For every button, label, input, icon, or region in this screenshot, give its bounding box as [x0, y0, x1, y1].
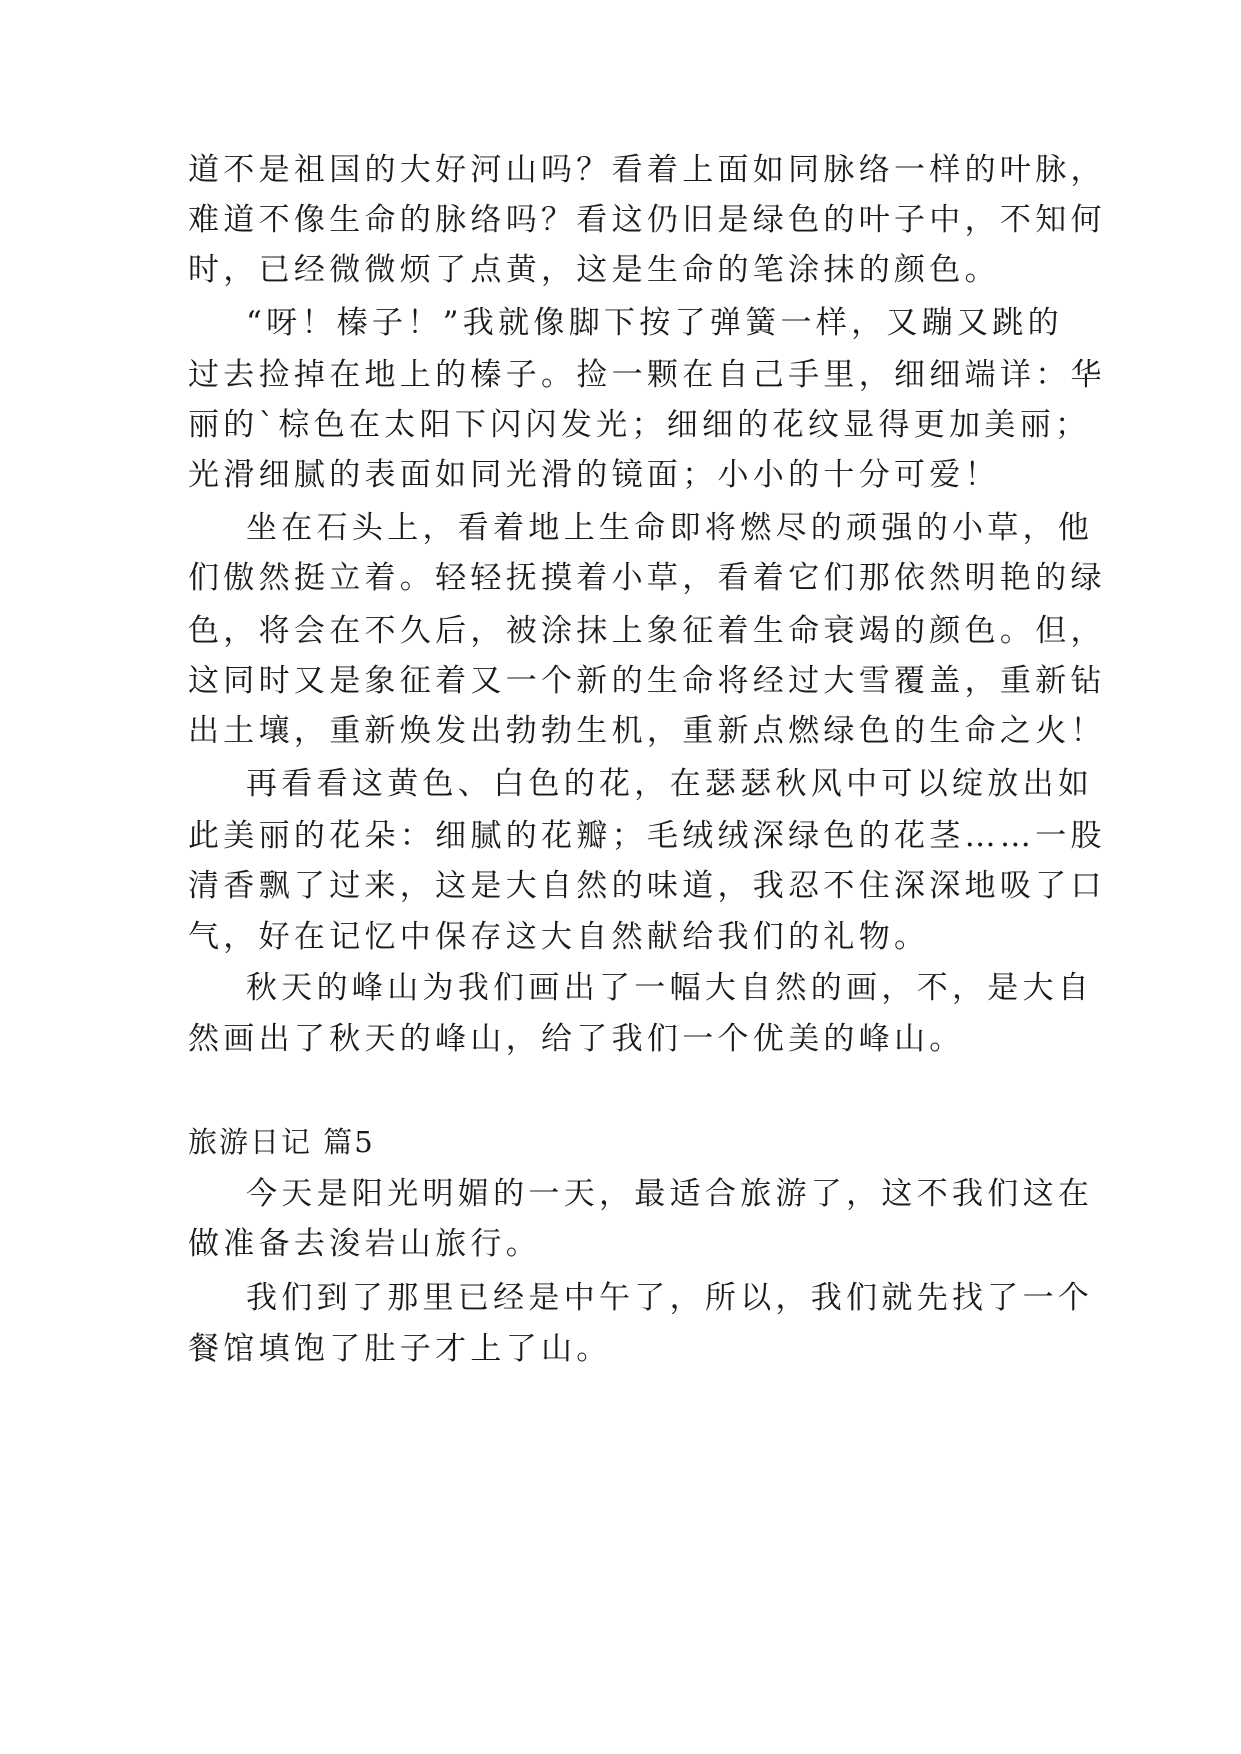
text-line: 做准备去浚岩山旅行。 [188, 1226, 541, 1262]
text-line: 过去捡掉在地上的榛子。捡一颗在自己手里，细细端详：华 [188, 357, 1106, 393]
text-line: 出土壤，重新焕发出勃勃生机，重新点燃绿色的生命之火！ [188, 713, 1106, 749]
text-line: “呀！榛子！”我就像脚下按了弹簧一样，又蹦又跳的 [246, 305, 1063, 341]
text-line: 今天是阳光明媚的一天，最适合旅游了，这不我们这在 [246, 1176, 1094, 1212]
text-line: 然画出了秋天的峰山，给了我们一个优美的峰山。 [188, 1021, 965, 1057]
text-line: 们傲然挺立着。轻轻抚摸着小草，看着它们那依然明艳的绿 [188, 560, 1106, 596]
text-line: 秋天的峰山为我们画出了一幅大自然的画，不，是大自 [246, 970, 1094, 1006]
section-heading: 旅游日记 篇5 [188, 1125, 375, 1159]
text-line: 光滑细腻的表面如同光滑的镜面；小小的十分可爱！ [188, 457, 1000, 493]
text-line: 道不是祖国的大好河山吗？看着上面如同脉络一样的叶脉， [188, 152, 1106, 188]
text-line: 此美丽的花朵：细腻的花瓣；毛绒绒深绿色的花茎……一股 [188, 818, 1106, 854]
text-line: 气，好在记忆中保存这大自然献给我们的礼物。 [188, 919, 930, 955]
text-line: 这同时又是象征着又一个新的生命将经过大雪覆盖，重新钻 [188, 663, 1106, 699]
text-line: 清香飘了过来，这是大自然的味道，我忍不住深深地吸了口 [188, 868, 1106, 904]
text-line: 坐在石头上，看着地上生命即将燃尽的顽强的小草，他 [246, 510, 1094, 546]
text-line: 再看看这黄色、白色的花，在瑟瑟秋风中可以绽放出如 [246, 766, 1094, 802]
text-line: 丽的`棕色在太阳下闪闪发光；细细的花纹显得更加美丽； [188, 407, 1091, 443]
text-line: 难道不像生命的脉络吗？看这仍旧是绿色的叶子中，不知何 [188, 202, 1106, 238]
text-line: 我们到了那里已经是中午了，所以，我们就先找了一个 [246, 1280, 1094, 1316]
text-line: 时，已经微微烦了点黄，这是生命的笔涂抹的颜色。 [188, 252, 1000, 288]
text-line: 色，将会在不久后，被涂抹上象征着生命衰竭的颜色。但， [188, 613, 1106, 649]
text-line: 餐馆填饱了肚子才上了山。 [188, 1331, 612, 1367]
